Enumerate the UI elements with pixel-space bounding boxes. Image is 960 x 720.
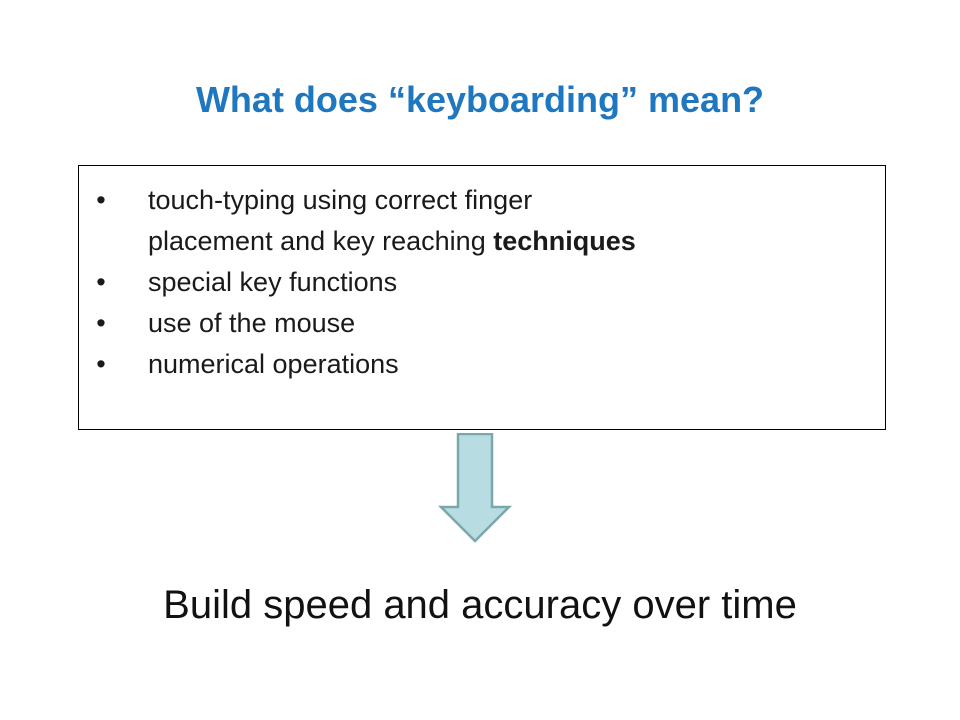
arrow-shape [441, 434, 509, 541]
list-item-line2 [148, 221, 885, 262]
list-item-text: numerical operations [148, 349, 399, 379]
bullet-icon: • [96, 308, 106, 338]
down-arrow-icon [436, 433, 516, 543]
definition-box [78, 165, 886, 430]
list-item-line2-plain: placement and key reaching [148, 226, 494, 256]
list-item-line1: touch-typing using correct finger [148, 185, 533, 215]
list-item [79, 262, 885, 303]
conclusion-text: Build speed and accuracy over time [163, 583, 797, 627]
bullet-list [79, 180, 885, 385]
bullet-icon: • [96, 349, 106, 379]
list-item [79, 303, 885, 344]
list-item [79, 180, 885, 262]
list-item-text: use of the mouse [148, 308, 356, 338]
list-item-emphasis: techniques [493, 226, 636, 256]
list-item-text: special key functions [148, 267, 398, 297]
bullet-icon: • [96, 185, 106, 215]
list-item [79, 344, 885, 385]
bullet-icon: • [96, 267, 106, 297]
slide-title: What does “keyboarding” mean? [195, 79, 765, 120]
